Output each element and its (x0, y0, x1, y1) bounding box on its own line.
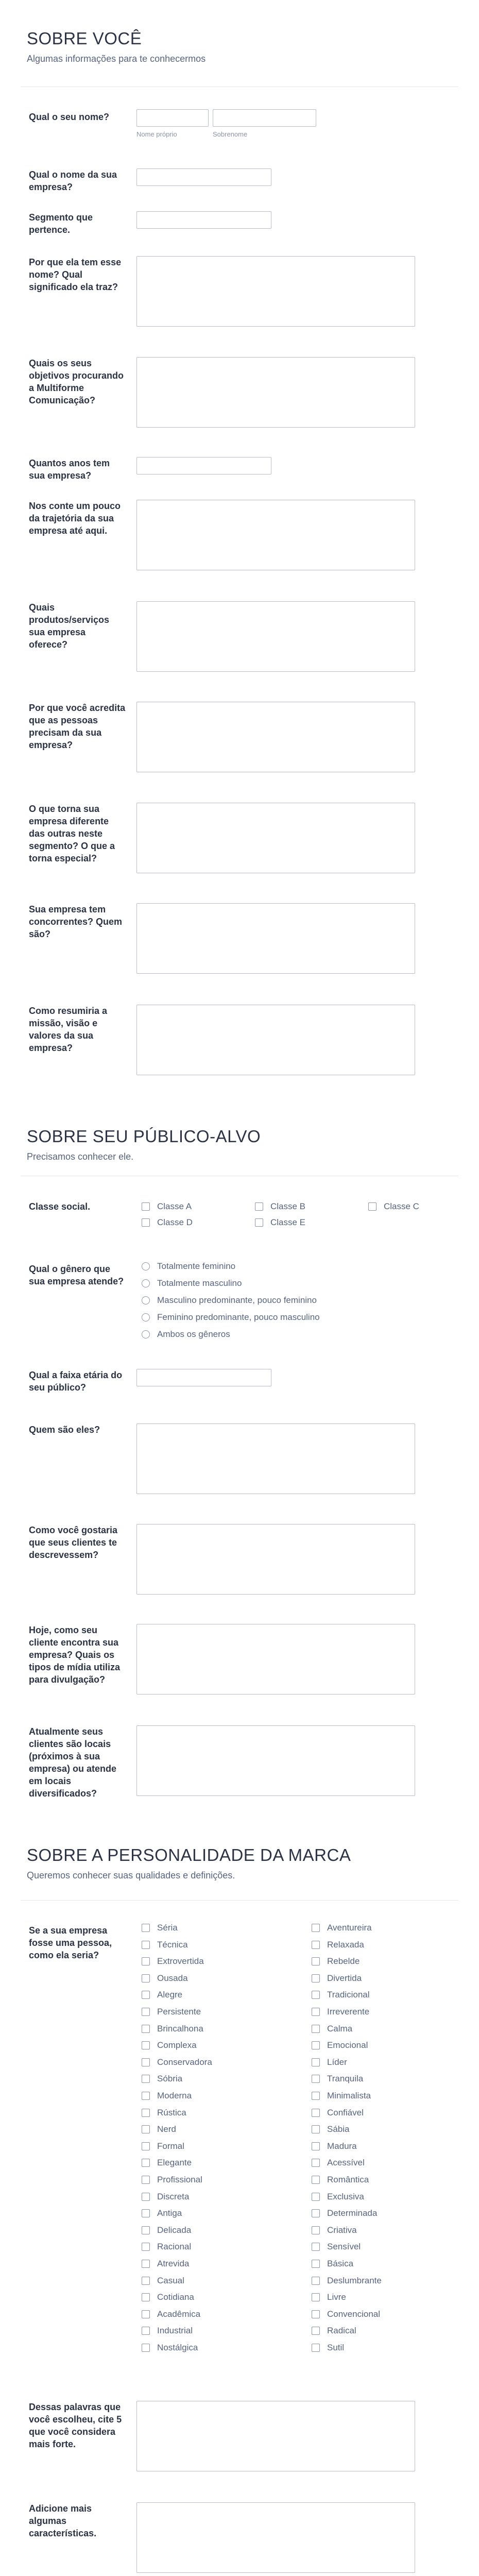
checkbox[interactable] (312, 2226, 320, 2234)
option-label: Irreverente (327, 2007, 370, 2016)
section-title: SOBRE VOCÊ (27, 29, 142, 48)
label-goals: Quais os seus objetivos procurando a Multiforme Comunicação? (29, 358, 124, 405)
checkbox[interactable] (312, 1941, 320, 1949)
checkbox[interactable] (142, 2277, 150, 2285)
trait-option[interactable] (142, 2157, 192, 2168)
option-label: Acessível (327, 2158, 365, 2168)
label-years: Quantos anos tem sua empresa? (29, 458, 110, 481)
option-label: Divertida (327, 1973, 362, 1983)
option-label: Antiga (157, 2208, 182, 2218)
label-products: Quais produtos/serviços sua empresa oferece? (29, 602, 110, 650)
option-label: Aventureira (327, 1923, 372, 1933)
option-label: Sábia (327, 2124, 350, 2134)
checkbox[interactable] (312, 2142, 320, 2150)
textarea-client-location[interactable] (136, 1725, 415, 1796)
option-label: Relaxada (327, 1939, 364, 1950)
textarea-extra-traits[interactable] (136, 2502, 415, 2573)
input-years[interactable] (136, 457, 271, 474)
trait-option[interactable] (142, 2057, 212, 2068)
trait-option[interactable] (312, 2124, 349, 2135)
label-social-class: Classe social. (29, 1201, 91, 1212)
option-label: Casual (157, 2275, 184, 2285)
checkbox[interactable] (312, 2109, 320, 2117)
checkbox[interactable] (142, 1974, 150, 1982)
checkbox[interactable] (142, 2260, 150, 2268)
option-label: Feminino predominante, pouco masculino (157, 1312, 320, 1322)
trait-option[interactable] (142, 2006, 201, 2018)
checkbox[interactable] (312, 2327, 320, 2335)
option-label: Sutil (327, 2343, 345, 2352)
checkbox[interactable] (142, 1941, 150, 1949)
option-label: Sóbria (157, 2074, 183, 2084)
radio-button[interactable] (142, 1262, 150, 1270)
checkbox[interactable] (255, 1202, 263, 1211)
label-name: Qual o seu nome? (29, 112, 110, 122)
trait-option[interactable] (312, 2057, 347, 2068)
checkbox[interactable] (312, 2176, 320, 2184)
trait-option[interactable] (142, 2225, 191, 2236)
checkbox[interactable] (142, 2125, 150, 2133)
checkbox[interactable] (255, 1218, 263, 1227)
checkbox[interactable] (142, 1202, 150, 1211)
checkbox[interactable] (142, 2075, 150, 2083)
option-label: Básica (327, 2259, 354, 2268)
trait-option[interactable] (312, 2191, 364, 2202)
option-label: Calma (327, 2023, 353, 2033)
option-label: Técnica (157, 1939, 188, 1950)
option-label: Ousada (157, 1973, 188, 1983)
trait-option[interactable] (312, 2258, 353, 2269)
textarea-top5[interactable] (136, 2401, 415, 2471)
checkbox[interactable] (312, 2243, 320, 2251)
social-class-option[interactable] (142, 1217, 193, 1228)
option-label: Determinada (327, 2208, 378, 2218)
checkbox[interactable] (142, 1991, 150, 1999)
option-label: Complexa (157, 2040, 197, 2050)
option-label: Profissional (157, 2175, 202, 2184)
textarea-differential[interactable] (136, 803, 415, 873)
checkbox[interactable] (312, 2041, 320, 2049)
trait-option[interactable] (312, 1956, 360, 1967)
label-top5: Dessas palavras que você escolheu, cite 5 que você considera mais forte. (29, 2402, 122, 2449)
option-label: Minimalista (327, 2091, 371, 2100)
first-name-sublabel: Nome próprio (136, 130, 177, 138)
trait-option[interactable] (142, 2141, 184, 2152)
checkbox[interactable] (142, 2008, 150, 2016)
option-label: Classe C (384, 1201, 419, 1211)
checkbox[interactable] (368, 1202, 377, 1211)
checkbox[interactable] (142, 2025, 150, 2033)
textarea-why-choose[interactable] (136, 702, 415, 772)
social-class-option[interactable] (142, 1201, 192, 1212)
gender-option[interactable] (142, 1278, 242, 1289)
trait-option[interactable] (142, 2292, 194, 2303)
option-label: Rústica (157, 2107, 186, 2117)
checkbox[interactable] (142, 2041, 150, 2049)
trait-option[interactable] (312, 1973, 362, 1984)
section-title: SOBRE SEU PÚBLICO-ALVO (27, 1127, 261, 1146)
checkbox[interactable] (312, 2058, 320, 2066)
option-label: Conservadora (157, 2057, 212, 2067)
option-label: Tradicional (327, 1990, 370, 2000)
label-persona: Se a sua empresa fosse uma pessoa, como ela seria? (29, 1925, 112, 1960)
option-label: Brincalhona (157, 2023, 203, 2033)
option-label: Emocional (327, 2040, 368, 2050)
option-label: Ambos os gêneros (157, 1329, 230, 1339)
checkbox[interactable] (312, 2092, 320, 2100)
trait-option[interactable] (312, 2090, 371, 2102)
option-label: Líder (327, 2057, 347, 2067)
option-label: Séria (157, 1923, 178, 1933)
label-differential: O que torna sua empresa diferente das outras neste segmento? O que a torna especial? (29, 804, 115, 863)
option-label: Atrevida (157, 2259, 190, 2268)
trait-option[interactable] (312, 2073, 363, 2084)
label-mission: Como resumiria a missão, visão e valores da sua empresa? (29, 1006, 108, 1053)
trait-option[interactable] (312, 2241, 361, 2252)
option-label: Masculino predominante, pouco feminino (157, 1295, 317, 1305)
trait-option[interactable] (142, 2090, 192, 2102)
social-class-option[interactable] (368, 1201, 419, 1212)
label-describe-clients: Como você gostaria que seus clientes te descrevessem? (29, 1525, 118, 1560)
label-gender: Qual o gênero que sua empresa atende? (29, 1264, 124, 1286)
radio-button[interactable] (142, 1330, 150, 1338)
trait-option[interactable] (312, 2309, 380, 2320)
option-label: Totalmente feminino (157, 1261, 236, 1271)
option-label: Radical (327, 2326, 356, 2336)
checkbox[interactable] (142, 2193, 150, 2201)
option-label: Cotidiana (157, 2292, 194, 2302)
checkbox[interactable] (312, 2310, 320, 2318)
last-name-sublabel: Sobrenome (213, 130, 248, 138)
trait-option[interactable] (142, 2191, 189, 2202)
option-label: Tranquila (327, 2074, 364, 2084)
checkbox[interactable] (312, 1924, 320, 1932)
trait-option[interactable] (312, 2174, 369, 2185)
checkbox[interactable] (312, 2075, 320, 2083)
checkbox[interactable] (142, 2109, 150, 2117)
checkbox[interactable] (142, 1957, 150, 1965)
textarea-client-media[interactable] (136, 1624, 415, 1694)
option-label: Formal (157, 2141, 184, 2151)
trait-option[interactable] (142, 2023, 203, 2035)
trait-option[interactable] (142, 1922, 178, 1934)
trait-option[interactable] (142, 1939, 188, 1951)
option-label: Criativa (327, 2225, 357, 2235)
label-why-choose: Por que você acredita que as pessoas precisam da sua empresa? (29, 703, 126, 750)
section-subtitle: Queremos conhecer suas qualidades e definições. (27, 1870, 235, 1880)
option-label: Alegre (157, 1990, 183, 2000)
gender-option[interactable] (142, 1261, 235, 1272)
section-header-1 (27, 29, 452, 64)
gender-option[interactable] (142, 1329, 230, 1340)
label-client-media: Hoje, como seu cliente encontra sua empresa? Quais os tipos de mídia utiliza para divulgação? (29, 1625, 121, 1685)
textarea-who[interactable] (136, 1423, 415, 1494)
last-name-input[interactable] (213, 109, 316, 127)
section-header-2 (27, 1127, 452, 1162)
trait-option[interactable] (312, 2225, 357, 2236)
checkbox[interactable] (142, 2327, 150, 2335)
trait-option[interactable] (312, 2208, 377, 2219)
checkbox[interactable] (142, 1924, 150, 1932)
trait-option[interactable] (312, 2325, 356, 2336)
textarea-name-meaning[interactable] (136, 256, 415, 327)
option-label: Livre (327, 2292, 346, 2302)
checkbox[interactable] (142, 2142, 150, 2150)
label-age-range: Qual a faixa etária do seu público? (29, 1370, 123, 1393)
input-segment[interactable] (136, 211, 271, 229)
section-divider (21, 1900, 458, 1901)
option-label: Nerd (157, 2124, 176, 2134)
trait-option[interactable] (312, 2023, 352, 2035)
checkbox[interactable] (142, 2344, 150, 2352)
checkbox[interactable] (312, 2260, 320, 2268)
radio-button[interactable] (142, 1313, 150, 1321)
trait-option[interactable] (142, 2342, 198, 2353)
gender-option[interactable] (142, 1295, 317, 1306)
label-client-location: Atualmente seus clientes são locais (próximos à sua empresa) ou atende em locais diversificados? (29, 1726, 117, 1799)
option-label: Racional (157, 2242, 192, 2252)
option-label: Industrial (157, 2326, 193, 2336)
textarea-mission[interactable] (136, 1005, 415, 1075)
trait-option[interactable] (142, 2241, 191, 2252)
checkbox[interactable] (142, 2058, 150, 2066)
trait-option[interactable] (312, 2342, 344, 2353)
label-company-name: Qual o nome da sua empresa? (29, 170, 117, 192)
option-label: Rebelde (327, 1956, 360, 1967)
checkbox[interactable] (312, 2125, 320, 2133)
textarea-describe-clients[interactable] (136, 1524, 415, 1595)
textarea-goals[interactable] (136, 357, 415, 428)
trait-option[interactable] (142, 2174, 202, 2185)
trait-option[interactable] (142, 2275, 184, 2286)
checkbox[interactable] (312, 2209, 320, 2217)
option-label: Moderna (157, 2091, 192, 2100)
trait-option[interactable] (142, 1989, 182, 2001)
checkbox[interactable] (142, 2159, 150, 2167)
textarea-history[interactable] (136, 500, 415, 570)
social-class-option[interactable] (255, 1217, 305, 1228)
option-label: Convencional (327, 2309, 381, 2319)
input-company-name[interactable] (136, 168, 271, 186)
first-name-input[interactable] (136, 109, 209, 127)
trait-option[interactable] (142, 2040, 197, 2051)
trait-option[interactable] (312, 2157, 365, 2168)
radio-button[interactable] (142, 1279, 150, 1287)
trait-option[interactable] (312, 1939, 364, 1951)
trait-option[interactable] (142, 2208, 182, 2219)
option-label: Classe D (157, 1217, 193, 1227)
option-label: Persistente (157, 2007, 201, 2016)
option-label: Classe E (270, 1217, 306, 1227)
label-name-meaning: Por que ela tem esse nome? Qual significado ela traz? (29, 257, 122, 292)
option-label: Discreta (157, 2191, 190, 2201)
checkbox[interactable] (142, 2310, 150, 2318)
label-history: Nos conte um pouco da trajetória da sua empresa até aqui. (29, 501, 121, 536)
textarea-competitors[interactable] (136, 903, 415, 974)
checkbox[interactable] (312, 2008, 320, 2016)
gender-option[interactable] (142, 1312, 320, 1323)
trait-option[interactable] (312, 1922, 372, 1934)
trait-option[interactable] (142, 2325, 193, 2336)
input-age-range[interactable] (136, 1369, 271, 1386)
option-label: Madura (327, 2141, 357, 2151)
trait-option[interactable] (312, 1989, 370, 2001)
section-title: SOBRE A PERSONALIDADE DA MARCA (27, 1845, 351, 1865)
checkbox[interactable] (312, 1957, 320, 1965)
trait-option[interactable] (142, 2309, 200, 2320)
option-label: Extrovertida (157, 1956, 204, 1967)
option-label: Classe A (157, 1201, 192, 1211)
checkbox[interactable] (142, 2092, 150, 2100)
section-subtitle: Precisamos conhecer ele. (27, 1151, 134, 1162)
checkbox[interactable] (312, 2025, 320, 2033)
trait-option[interactable] (142, 1973, 188, 1984)
option-label: Delicada (157, 2225, 192, 2235)
label-competitors: Sua empresa tem concorrentes? Quem são? (29, 904, 123, 939)
option-label: Sensível (327, 2242, 361, 2252)
label-who: Quem são eles? (29, 1425, 100, 1435)
option-label: Exclusiva (327, 2191, 364, 2201)
trait-option[interactable] (142, 2258, 189, 2269)
checkbox[interactable] (142, 2209, 150, 2217)
section-subtitle: Algumas informações para te conhecermos (27, 54, 206, 64)
checkbox[interactable] (312, 1974, 320, 1982)
checkbox[interactable] (312, 2193, 320, 2201)
trait-option[interactable] (312, 2141, 357, 2152)
checkbox[interactable] (142, 1218, 150, 1227)
trait-option[interactable] (312, 2275, 382, 2286)
option-label: Nostálgica (157, 2343, 198, 2352)
checkbox[interactable] (312, 2293, 320, 2301)
label-segment: Segmento que pertence. (29, 212, 93, 235)
option-label: Confiável (327, 2107, 364, 2117)
checkbox[interactable] (142, 2176, 150, 2184)
checkbox[interactable] (312, 2277, 320, 2285)
option-label: Elegante (157, 2158, 192, 2168)
radio-button[interactable] (142, 1296, 150, 1304)
trait-option[interactable] (312, 2107, 364, 2119)
textarea-products[interactable] (136, 601, 415, 672)
option-label: Romântica (327, 2175, 369, 2184)
checkbox[interactable] (142, 2226, 150, 2234)
trait-option[interactable] (312, 2040, 368, 2051)
checkbox[interactable] (312, 1991, 320, 1999)
checkbox[interactable] (312, 2344, 320, 2352)
section-header-3 (27, 1845, 452, 1881)
option-label: Totalmente masculino (157, 1278, 242, 1288)
checkbox[interactable] (142, 2293, 150, 2301)
checkbox[interactable] (142, 2243, 150, 2251)
option-label: Acadêmica (157, 2309, 201, 2319)
option-label: Deslumbrante (327, 2275, 382, 2285)
option-label: Classe B (270, 1201, 306, 1211)
trait-option[interactable] (312, 2006, 369, 2018)
social-class-option[interactable] (255, 1201, 305, 1212)
checkbox[interactable] (312, 2159, 320, 2167)
label-extra-traits: Adicione mais algumas características. (29, 2503, 97, 2538)
trait-option[interactable] (312, 2292, 346, 2303)
trait-option[interactable] (142, 1956, 204, 1967)
trait-option[interactable] (142, 2107, 186, 2119)
trait-option[interactable] (142, 2073, 182, 2084)
trait-option[interactable] (142, 2124, 176, 2135)
